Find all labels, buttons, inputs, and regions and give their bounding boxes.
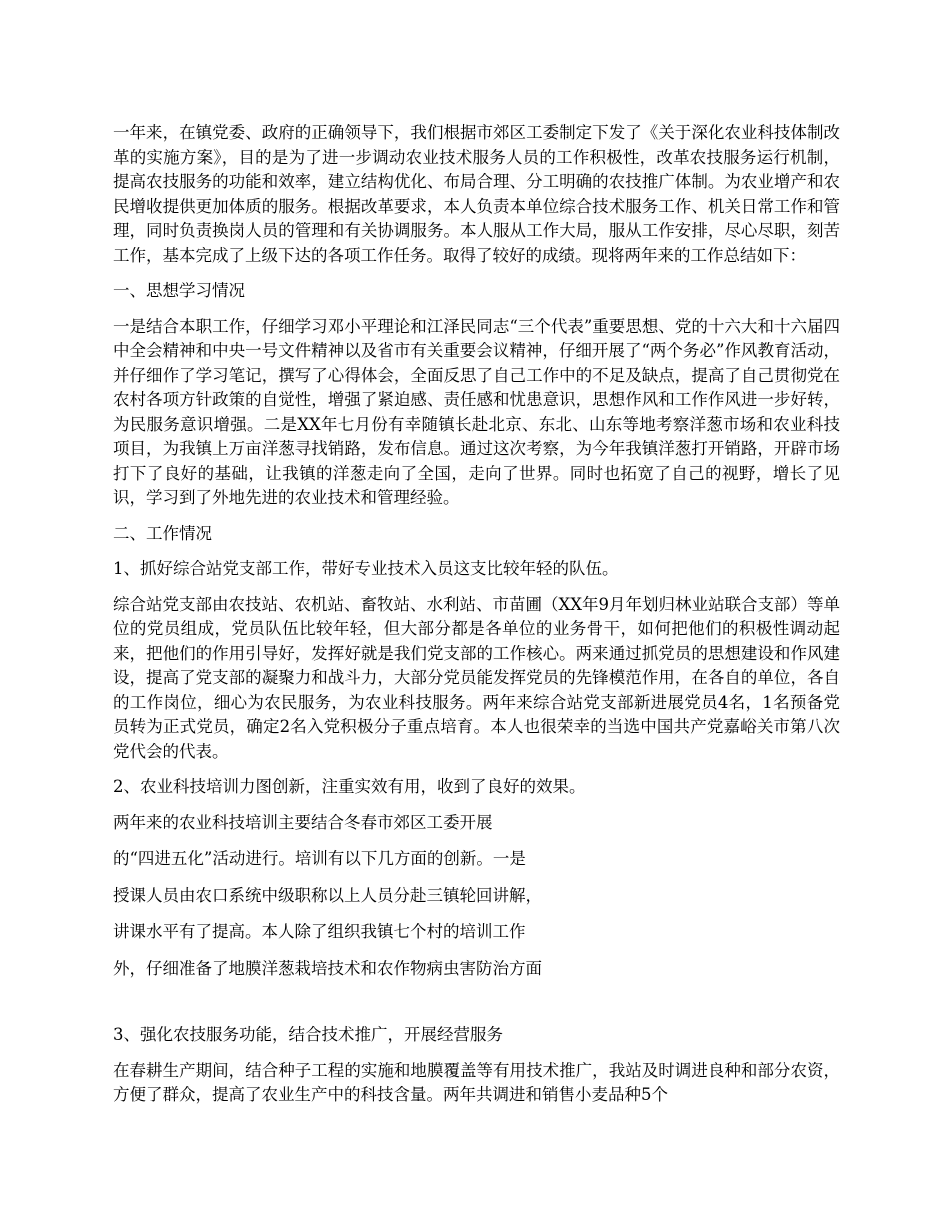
section-body-thought-study: 一是结合本职工作，仔细学习邓小平理论和江泽民同志“三个代表”重要思想、党的十六大和十六届四中全会精神和中央一号文件精神以及省市有关重要会议精神，仔细开展了“两个务必”作风教育活动，并仔细作了学习笔记，撰写了心得体会，全面反思了自己工作中的不足及缺点，提高了自己贯彻党在农村各项方针政策的自觉性，增强了紧迫感、责任感和忧患意识，思想作风和工作作风进一步好转，为民服务意识增强。二是XX年七月份有幸随镇长赴北京、东北、山东等地考察洋葱市场和农业科技项目，为我镇上万亩洋葱寻找销路，发布信息。通过这次考察，为今年我镇洋葱打开销路，开辟市场打下了良好的基础，让我镇的洋葱走向了全国，走向了世界。同时也拓宽了自己的视野，增长了见识，学习到了外地先进的农业技术和管理经验。 (113, 316, 840, 507)
training-line: 的“四进五化”活动进行。培训有以下几方面的创新。一是 (113, 849, 526, 868)
training-line: 讲课水平有了提高。本人除了组织我镇七个村的培训工作 (113, 922, 526, 941)
blank-gap (113, 993, 840, 1023)
item-heading-training: 2、农业科技培训力图创新，注重实效有用，收到了良好的效果。 (113, 777, 586, 796)
item-body-service: 在春耕生产期间，结合种子工程的实施和地膜覆盖等有用技术推广，我站及时调进良种和部分农资，方便了群众，提高了农业生产中的科技含量。两年共调进和销售小麦品种5个 (113, 1060, 840, 1104)
section-heading-thought-study: 一、思想学习情况 (113, 281, 245, 300)
intro-paragraph: 一年来，在镇党委、政府的正确领导下，我们根据市郊区工委制定下发了《关于深化农业科技体制改革的实施方案》，目的是为了进一步调动农业技术服务人员的工作积极性，改革农技服务运行机制，提高农技服务的功能和效率，建立结构优化、布局合理、分工明确的农技推广体制。为农业增产和农民增收提供更加体质的服务。根据改革要求，本人负责本单位综合技术服务工作、机关日常工作和管理，同时负责换岗人员的管理和有关协调服务。本人服从工作大局，服从工作安排，尽心尽职，刻苦工作，基本完成了上级下达的各项工作任务。取得了较好的成绩。现将两年来的工作总结如下： (113, 123, 840, 265)
section-heading-work: 二、工作情况 (113, 523, 212, 543)
item-heading-party-branch: 1、抓好综合站党支部工作，带好专业技术入员这支比较年轻的队伍。 (113, 559, 619, 578)
training-line: 授课人员由农口系统中级职称以上人员分赴三镇轮回讲解， (113, 885, 542, 905)
training-line: 外，仔细准备了地膜洋葱栽培技术和农作物病虫害防治方面 (113, 958, 542, 978)
document-page (113, 121, 840, 1119)
training-line: 两年来的农业科技培训主要结合冬春市郊区工委开展 (113, 812, 493, 832)
item-heading-service: 3、强化农技服务功能，结合技术推广，开展经营服务 (113, 1025, 503, 1044)
item-body-party-branch: 综合站党支部由农技站、农机站、畜牧站、水利站、市苗圃（XX年9月年划归林业站联合支部）等单位的党员组成，党员队伍比较年轻，但大部分都是各单位的业务骨干，如何把他们的积极性调动起来，把他们的作用引导好，发挥好就是我们党支部的工作核心。两来通过抓党员的思想建设和作风建设，提高了党支部的凝聚力和战斗力，大部分党员能发挥党员的先锋模范作用，在各自的单位，各自的工作岗位，细心为农民服务，为农业科技服务。两年来综合站党支部新进展党员4名，1名预备党员转为正式党员，确定2名入党积极分子重点培育。本人也很荣幸的当选中国共产党嘉峪关市第八次党代会的代表。 (113, 594, 840, 761)
